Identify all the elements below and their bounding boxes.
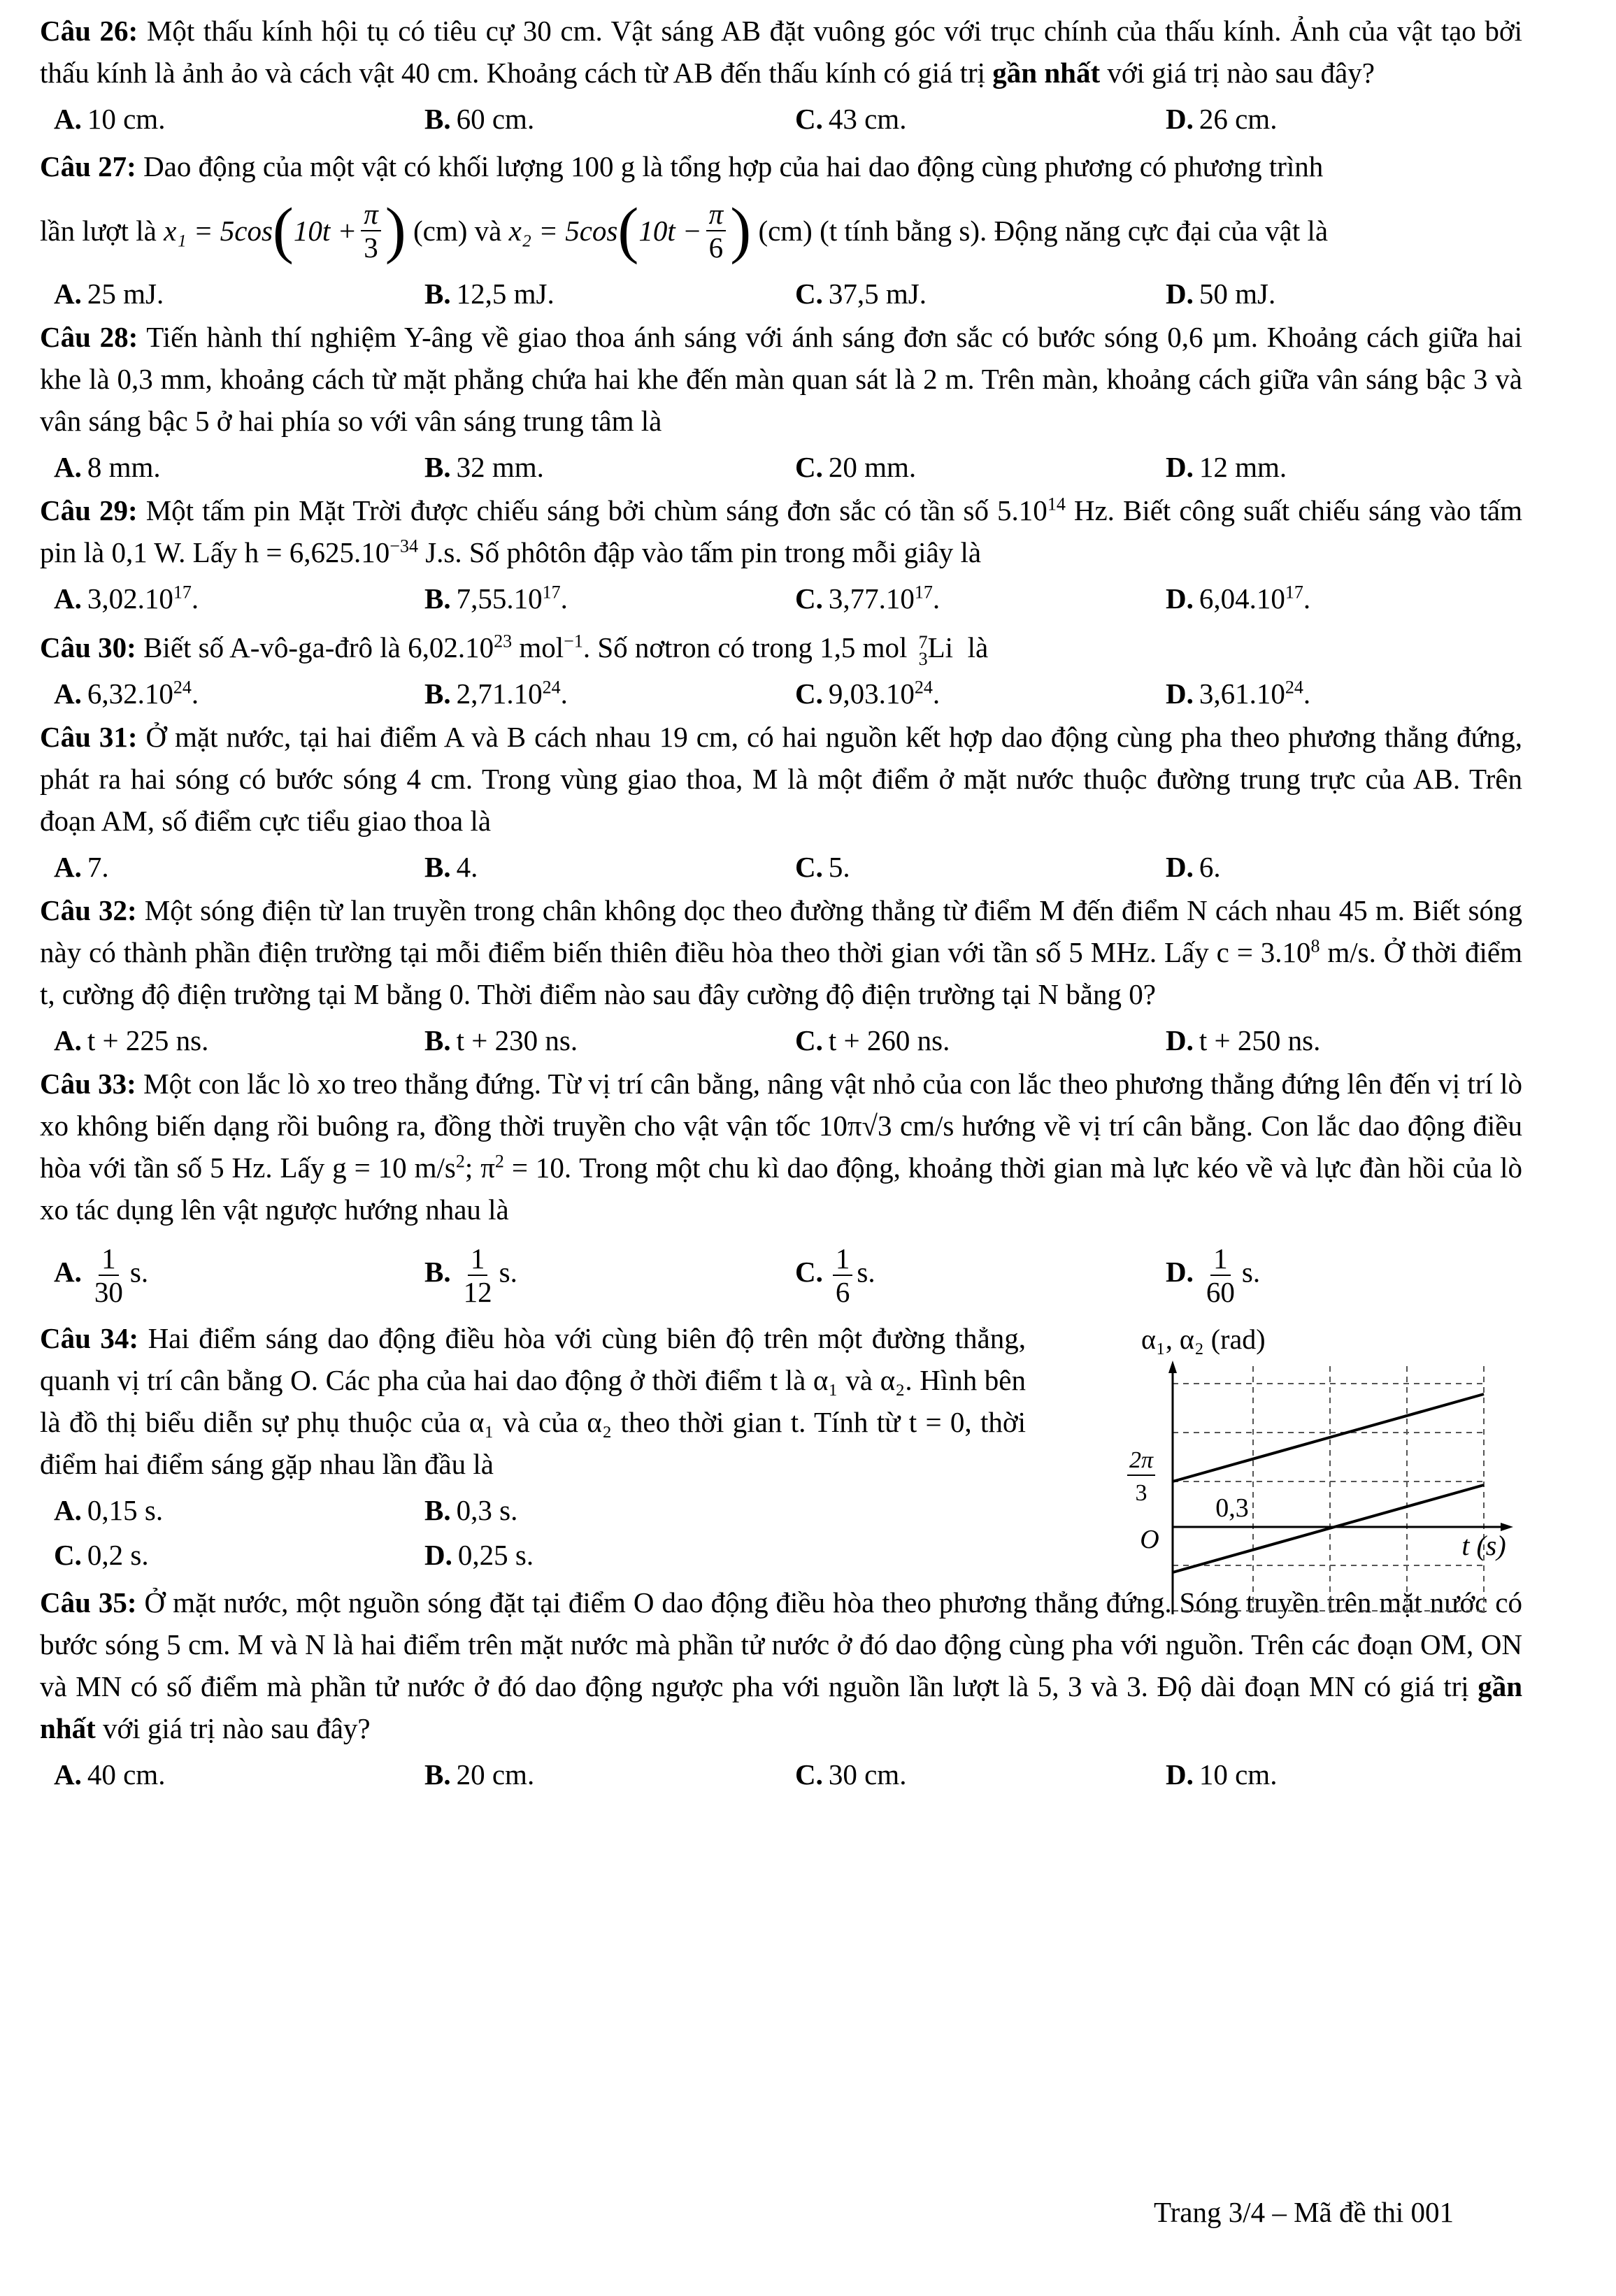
option-a[interactable]: A. 8 mm. (54, 451, 161, 483)
option-c[interactable]: C. t + 260 ns. (795, 1024, 950, 1056)
option-a[interactable]: A. 10 cm. (54, 103, 166, 135)
phase-time-graph (1071, 1317, 1533, 1618)
y-axis-label: α₁, α₂ (rad) (1141, 1323, 1266, 1355)
question-emphasis: gần nhất (992, 57, 1101, 89)
question-29: Câu 29: Một tấm pin Mặt Trời được chiếu sáng bởi chùm sáng đơn sắc có tần số 5.10$^{14}$ Hz. Biết công suất chiếu sáng vào tấm pin là 0,1 W. Lấy $h = 6,625.10^{-34}$ J.s. Số phôtôn đập vào tấm pin trong mỗi giây là (40, 494, 1522, 568)
option-c[interactable]: C. 0,2 s. (54, 1539, 149, 1571)
graph-grid (1173, 1366, 1484, 1614)
question-emphasis: gần nhất (40, 1670, 1523, 1744)
options-33 (40, 1233, 1522, 1317)
option-c[interactable]: C. 43 cm. (795, 103, 907, 135)
question-label: Câu 29: (40, 494, 138, 526)
question-33: Câu 33: Một con lắc lò xo treo thẳng đứng. Từ vị trí cân bằng, nâng vật nhỏ của con lắc theo phương thẳng đứng lên đến vị trí lò xo không biến dạng rồi buông ra, đồng thời truyền cho vật vận tốc 10π√3 cm/s hướng về vị trí cân bằng. Con lắc dao động điều hòa với tần số 5 Hz. Lấy g = 10 $m/s^2$; $\pi^2 = 10$. Trong một chu kì dao động, khoảng thời gian mà lực kéo về và lực đàn hồi của lò xo tác dụng lên vật ngược hướng nhau là (40, 1068, 1523, 1226)
option-c[interactable]: C. 30 cm. (795, 1758, 907, 1791)
y-tick-denominator: 3 (1135, 1480, 1147, 1506)
question-text: Một thấu kính hội tụ có tiêu cự 30 cm. Vật sáng AB đặt vuông góc với trục chính của thấu kính. Ảnh của vật tạo bởi thấu kính là ảnh ảo và cách vật 40 cm. Khoảng cách từ AB đến thấu kính có giá trị (40, 15, 1523, 89)
question-label: Câu 26: (40, 15, 138, 47)
option-c[interactable]: C. 20 mm. (795, 451, 917, 483)
question-27 (40, 145, 1522, 187)
option-b[interactable]: B. t + 230 ns. (424, 1024, 578, 1056)
question-label: Câu 33: (40, 1068, 136, 1100)
option-c[interactable]: C. 5. (795, 851, 850, 883)
question-27-formula-line: lần lượt là x₁ = 5cos ( 10t + $\frac{\pi}{3}$ ) (cm) và x₂ = 5cos ( 10t − $\frac{\pi}{6}$ ) (cm) (t tính bằng s). Động năng cực đại của vật là (40, 196, 1329, 265)
option-d[interactable]: D. 50 mJ. (1166, 278, 1276, 310)
question-28 (40, 316, 1522, 442)
equation-x2: x₂ = 5cos (508, 215, 618, 247)
option-b[interactable]: B. 4. (424, 851, 478, 883)
alpha1-line (1173, 1394, 1484, 1481)
options-32 (40, 1018, 1522, 1063)
question-label: Câu 30: (40, 631, 136, 663)
option-d[interactable]: D. 6. (1166, 851, 1221, 883)
option-b[interactable]: B. 2,71.10$^{24}$. (424, 677, 568, 710)
option-a[interactable]: A. 3,02.10$^{17}$. (54, 582, 199, 615)
option-b[interactable]: B. 0,3 s. (424, 1494, 518, 1526)
option-c[interactable]: C. 37,5 mJ. (795, 278, 927, 310)
fraction: $\frac{1}{60}$ (1206, 1242, 1235, 1308)
fraction: $\frac{1}{6}$ (833, 1242, 853, 1308)
option-a[interactable]: A. 25 mJ. (54, 278, 164, 310)
question-text: Ở mặt nước, tại hai điểm A và B cách nhau 19 cm, có hai nguồn kết hợp dao động cùng pha theo phương thẳng đứng, phát ra hai sóng có bước sóng 4 cm. Trong vùng giao thoa, M là một điểm ở mặt nước thuộc đường trung trực của AB. Trên đoạn AM, số điểm cực tiểu giao thoa là (40, 721, 1523, 837)
option-d[interactable]: D. 10 cm. (1166, 1758, 1278, 1791)
question-30: Câu 30: Biết số A-vô-ga-đrô là 6,02.10$^{23}$ mol$^{-1}$. Số nơtron có trong 1,5 mol 7 3 Li là (40, 631, 989, 669)
options-27 (40, 271, 1522, 316)
option-d[interactable]: D. 0,25 s. (424, 1539, 534, 1571)
question-text: Dao động của một vật có khối lượng 100 g là tổng hợp của hai dao động cùng phương có phương trình (143, 150, 1324, 182)
question-32: Câu 32: Một sóng điện từ lan truyền trong chân không dọc theo đường thẳng từ điểm M đến điểm N cách nhau 45 m. Biết sóng này có thành phần điện trường tại mỗi điểm biến thiên điều hòa theo thời gian với tần số 5 MHz. Lấy $c = 3.10^8$ m/s. Ở thời điểm t, cường độ điện trường tại M bằng 0. Thời điểm nào sau đây cường độ điện trường tại N bằng 0? (40, 894, 1523, 1010)
option-d[interactable]: D. 12 mm. (1166, 451, 1287, 483)
question-label: Câu 31: (40, 721, 138, 753)
question-label: Câu 34: (40, 1322, 139, 1354)
equation-x1: x₁ = 5cos (164, 215, 273, 247)
options-29 (40, 576, 1522, 621)
option-a[interactable]: A. 7. (54, 851, 109, 883)
option-b[interactable]: B. $\frac{1}{12}$ s. (424, 1242, 517, 1308)
option-b[interactable]: B. 60 cm. (424, 103, 535, 135)
option-d[interactable]: D. 6,04.10$^{17}$. (1166, 582, 1311, 615)
options-35 (40, 1752, 1522, 1797)
option-c[interactable]: C. 3,77.10$^{17}$. (795, 582, 941, 615)
options-26 (40, 96, 1522, 141)
question-text-end: với giá trị nào sau đây? (103, 1712, 371, 1744)
question-34-block (40, 1317, 1522, 1577)
question-text: Tiến hành thí nghiệm Y-âng về giao thoa ánh sáng với ánh sáng đơn sắc có bước sóng 0,6 µm. Khoảng cách giữa hai khe là 0,3 mm, khoảng cách từ mặt phẳng chứa hai khe đến màn quan sát là 2 m. Trên màn, khoảng cách giữa vân sáng bậc 3 và vân sáng bậc 5 ở hai phía so với vân sáng trung tâm là (40, 321, 1522, 437)
question-26 (40, 10, 1522, 94)
option-b[interactable]: B. 20 cm. (424, 1758, 535, 1791)
fraction: $\frac{1}{30}$ (94, 1242, 123, 1308)
fraction: $\frac{\pi}{3}$ (361, 198, 381, 264)
exam-page (40, 10, 1522, 1797)
question-34 (40, 1317, 1026, 1485)
page-footer: Trang 3/4 – Mã đề thi 001 (1154, 2196, 1454, 2228)
nuclide-notation: 7 3 (918, 631, 928, 669)
options-28 (40, 445, 1522, 489)
option-a[interactable]: A. $\frac{1}{30}$ s. (54, 1242, 149, 1308)
option-d[interactable]: D. $\frac{1}{60}$ s. (1166, 1242, 1261, 1308)
option-b[interactable]: B. 32 mm. (424, 451, 544, 483)
option-d[interactable]: D. 26 cm. (1166, 103, 1278, 135)
question-label: Câu 27: (40, 150, 136, 182)
option-b[interactable]: B. 12,5 mJ. (424, 278, 555, 310)
question-text: Hai điểm sáng dao động điều hòa với cùng biên độ trên một đường thẳng, quanh vị trí cân bằng O. Các pha của hai dao động ở thời điểm t là α₁ và α₂. Hình bên là đồ thị biểu diễn sự phụ thuộc của α₁ và của α₂ theo thời gian t. Tính từ t = 0, thời điểm hai điểm sáng gặp nhau lần đầu là (40, 1322, 1026, 1480)
question-label: Câu 35: (40, 1586, 137, 1619)
origin-label: O (1140, 1525, 1159, 1554)
option-a[interactable]: A. t + 225 ns. (54, 1024, 209, 1056)
question-label: Câu 28: (40, 321, 138, 353)
option-b[interactable]: B. 7,55.10$^{17}$. (424, 582, 568, 615)
option-c[interactable]: C. 9,03.10$^{24}$. (795, 677, 941, 710)
option-a[interactable]: A. 6,32.10$^{24}$. (54, 677, 199, 710)
question-text-end: với giá trị nào sau đây? (1107, 57, 1375, 89)
y-tick-numerator: 2π (1129, 1447, 1154, 1473)
x-axis-label: t (s) (1461, 1530, 1506, 1561)
question-text: Ở mặt nước, một nguồn sóng đặt tại điểm O dao động điều hòa theo phương thẳng đứng. Sóng truyền trên mặt nước có bước sóng 5 cm. M và N là hai điểm trên mặt nước mà phần tử nước ở đó dao động cùng pha với nguồn. Trên các đoạn OM, ON và MN có số điểm mà phần tử nước ở đó dao động ngược pha với nguồn lần lượt là 5, 3 và 3. Độ dài đoạn MN có giá trị (40, 1586, 1523, 1702)
option-a[interactable]: A. 40 cm. (54, 1758, 166, 1791)
fraction: $\frac{\pi}{6}$ (706, 198, 727, 264)
fraction: $\frac{1}{12}$ (463, 1242, 492, 1308)
options-31 (40, 845, 1522, 889)
y-axis-arrow (1168, 1361, 1177, 1373)
option-a[interactable]: A. 0,15 s. (54, 1494, 164, 1526)
question-31 (40, 716, 1522, 842)
options-30 (40, 671, 1522, 716)
question-label: Câu 32: (40, 894, 137, 926)
option-d[interactable]: D. t + 250 ns. (1166, 1024, 1321, 1056)
option-c[interactable]: C. $\frac{1}{6}$ s. (795, 1242, 875, 1308)
option-d[interactable]: D. 3,61.10$^{24}$. (1166, 677, 1311, 710)
x-tick-label: 0,3 (1215, 1493, 1249, 1523)
